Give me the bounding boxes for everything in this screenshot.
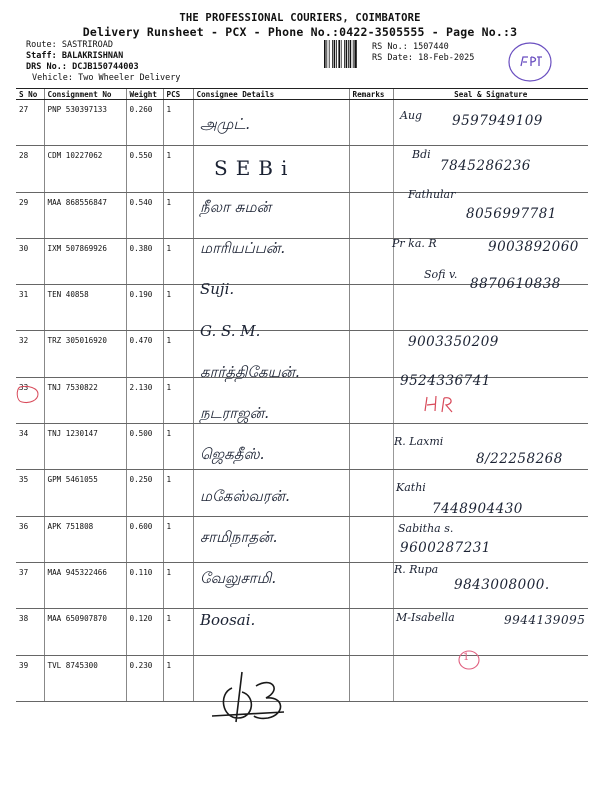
rs-info	[372, 42, 474, 64]
barcode-bar	[336, 40, 337, 68]
row-remarks-cell	[349, 238, 393, 284]
row-seal-cell	[393, 100, 588, 146]
header-pcs: PCS	[163, 89, 193, 100]
consignee-name: Boosai.	[200, 610, 256, 629]
row-sno: 35	[16, 470, 44, 516]
row-remarks-cell	[349, 655, 393, 701]
rs-date-value: 18-Feb-2025	[418, 53, 475, 63]
vehicle-value: Two Wheeler Delivery	[78, 73, 181, 83]
row-remarks-cell	[349, 516, 393, 562]
header-weight: Weight	[126, 89, 163, 100]
row-weight: 0.190	[126, 285, 163, 331]
row-pcs: 1	[163, 285, 193, 331]
row-consignment-no: IXM 507869926	[44, 238, 126, 284]
barcode-bar	[324, 40, 326, 68]
row-sno: 38	[16, 609, 44, 655]
consignee-name: கார்த்திகேயன்.	[200, 362, 300, 381]
row-consignee-cell	[193, 100, 349, 146]
table-row	[16, 516, 588, 562]
barcode-bar	[329, 40, 330, 68]
row-pcs: 1	[163, 562, 193, 608]
recipient-phone: 9600287231	[400, 540, 491, 556]
row-sno: 31	[16, 285, 44, 331]
consignee-name: G. S. M.	[200, 321, 261, 340]
row-consignee-cell	[193, 562, 349, 608]
row-sno: 30	[16, 238, 44, 284]
row-seal-cell	[393, 238, 588, 284]
table-row	[16, 100, 588, 146]
row-consignment-no: GPM 5461055	[44, 470, 126, 516]
table-row	[16, 609, 588, 655]
table-row	[16, 146, 588, 192]
barcode-icon	[324, 40, 366, 68]
row-sno: 34	[16, 424, 44, 470]
recipient-phone: 8/22258268	[476, 451, 563, 468]
row-remarks-cell	[349, 424, 393, 470]
row-remarks-cell	[349, 285, 393, 331]
row-weight: 0.600	[126, 516, 163, 562]
header-consignee: Consignee Details	[193, 89, 349, 100]
row-pcs: 1	[163, 238, 193, 284]
row-weight: 2.130	[126, 377, 163, 423]
row-weight: 0.250	[126, 470, 163, 516]
header-seal: Seal & Signature	[393, 89, 588, 100]
row-seal-cell	[393, 470, 588, 516]
recipient-phone: 8870610838	[470, 276, 561, 293]
row-consignment-no: TRZ 305016920	[44, 331, 126, 377]
recipient-phone: 9003892060	[488, 238, 579, 255]
table-row	[16, 238, 588, 284]
header-remarks: Remarks	[349, 89, 393, 100]
row-weight: 0.380	[126, 238, 163, 284]
row-pcs: 1	[163, 609, 193, 655]
consignee-name: சாமிநாதன்.	[200, 528, 278, 546]
row-weight: 0.230	[126, 655, 163, 701]
table-row	[16, 285, 588, 331]
recipient-signature: R. Laxmi	[394, 435, 444, 449]
row-weight: 0.550	[126, 146, 163, 192]
row-consignee-cell	[193, 377, 349, 423]
row-pcs: 1	[163, 192, 193, 238]
route-info	[26, 40, 180, 84]
runsheet-title: Delivery Runsheet - PCX - Phone No.:0422-3505555 - Page No.:3	[82, 25, 518, 39]
row-pcs: 1	[163, 100, 193, 146]
barcode-bar	[348, 40, 349, 68]
barcode-bar	[350, 40, 352, 68]
row-weight: 0.120	[126, 609, 163, 655]
row-consignee-cell	[193, 655, 349, 701]
row-pcs: 1	[163, 516, 193, 562]
recipient-signature: Aug	[400, 109, 423, 122]
barcode-bar	[332, 40, 333, 68]
table-header-row	[16, 89, 588, 100]
row-remarks-cell	[349, 192, 393, 238]
barcode-bar	[338, 40, 340, 68]
row-sno: 32	[16, 331, 44, 377]
row-consignment-no: MAA 945322466	[44, 562, 126, 608]
row-consignment-no: APK 751808	[44, 516, 126, 562]
barcode-bar	[334, 40, 336, 68]
row-consignee-cell	[193, 146, 349, 192]
row-seal-cell	[393, 516, 588, 562]
consignee-name: SEBi	[214, 156, 296, 181]
row-consignee-cell	[193, 331, 349, 377]
row-consignment-no: TVL 8745300	[44, 655, 126, 701]
row-sno: 29	[16, 192, 44, 238]
vehicle-label: Vehicle:	[32, 73, 73, 83]
row-remarks-cell	[349, 609, 393, 655]
barcode-bar	[346, 40, 348, 68]
consignee-name: நடராஜன்.	[200, 404, 269, 423]
company-name: THE PROFESSIONAL COURIERS, COIMBATORE	[179, 12, 421, 24]
row-weight: 0.110	[126, 562, 163, 608]
recipient-signature: R. Rupa	[394, 563, 439, 577]
row-seal-cell	[393, 146, 588, 192]
barcode-bar	[353, 40, 354, 68]
row-consignee-cell	[193, 470, 349, 516]
recipient-signature: Fathular	[408, 187, 456, 201]
row-weight: 0.540	[126, 192, 163, 238]
row-consignee-cell	[193, 424, 349, 470]
row-seal-cell	[393, 609, 588, 655]
row-seal-cell	[393, 192, 588, 238]
header-consignment: Consignment No	[44, 89, 126, 100]
row-sno: 39	[16, 655, 44, 701]
row-sno: 37	[16, 562, 44, 608]
row-remarks-cell	[349, 100, 393, 146]
recipient-signature: Pr ka. R	[392, 236, 437, 250]
recipient-signature: Sabitha s.	[398, 522, 454, 535]
row-seal-cell	[393, 331, 588, 377]
table-row	[16, 424, 588, 470]
rs-date-label: RS Date:	[372, 53, 413, 63]
consignee-name: Suji.	[200, 280, 235, 299]
row-pcs: 1	[163, 331, 193, 377]
table-row	[16, 562, 588, 608]
table-row	[16, 331, 588, 377]
row-consignment-no: PNP 530397133	[44, 100, 126, 146]
row-pcs: 1	[163, 146, 193, 192]
barcode-bar	[354, 40, 356, 68]
office-stamp-icon	[506, 40, 554, 84]
header-sno: S No	[16, 89, 44, 100]
recipient-phone: 7448904430	[432, 500, 523, 517]
recipient-signature: Kathi	[396, 480, 426, 494]
barcode-bar	[326, 40, 327, 68]
drs-value: DCJB150744003	[72, 62, 139, 72]
recipient-phone: 9597949109	[452, 113, 543, 129]
rs-no-value: 1507440	[412, 42, 449, 52]
row-consignee-cell	[193, 285, 349, 331]
row-seal-cell	[393, 655, 588, 701]
row-remarks-cell	[349, 331, 393, 377]
row-consignee-cell	[193, 192, 349, 238]
consignee-name: ஜெகதீஸ்.	[200, 445, 265, 464]
consignee-name: வேலுசாமி.	[200, 569, 277, 588]
recipient-phone: 9944139095	[504, 612, 586, 627]
row-weight: 0.470	[126, 331, 163, 377]
row-sno: 33	[16, 377, 44, 423]
recipient-signature: M-Isabella	[396, 610, 455, 624]
barcode-bar	[341, 40, 342, 68]
row-remarks-cell	[349, 470, 393, 516]
recipient-phone: 9843008000.	[454, 577, 550, 594]
row-sno: 28	[16, 146, 44, 192]
delivery-table	[16, 88, 588, 702]
row-seal-cell	[393, 285, 588, 331]
row-pcs: 1	[163, 424, 193, 470]
recipient-phone: 7845286236	[440, 158, 531, 175]
row-weight: 0.500	[126, 424, 163, 470]
row-remarks-cell	[349, 146, 393, 192]
row-remarks-cell	[349, 562, 393, 608]
consignee-name: நீலா சுமன்	[200, 197, 272, 216]
row-pcs: 1	[163, 470, 193, 516]
route-value: SASTRIROAD	[61, 40, 114, 50]
row-weight: 0.260	[126, 100, 163, 146]
drs-label: DRS No.:	[26, 62, 67, 72]
row-consignment-no: TNJ 7530822	[44, 377, 126, 423]
row-sno: 36	[16, 516, 44, 562]
row-pcs: 1	[163, 655, 193, 701]
table-row	[16, 377, 588, 423]
staff-label: Staff:	[26, 51, 57, 61]
row-pcs: 1	[163, 377, 193, 423]
table-row	[16, 655, 588, 701]
row-seal-cell	[393, 424, 588, 470]
table-row	[16, 470, 588, 516]
route-label: Route:	[26, 40, 57, 50]
consignee-name: மாரியப்பன்.	[200, 238, 286, 257]
row-consignment-no: CDM 10227062	[44, 146, 126, 192]
recipient-signature: Bdi	[412, 148, 431, 162]
circled-number: 1	[463, 652, 470, 663]
row-seal-cell	[393, 562, 588, 608]
row-consignment-no: MAA 868556847	[44, 192, 126, 238]
row-consignee-cell	[193, 609, 349, 655]
row-sno: 27	[16, 100, 44, 146]
recipient-phone: 9003350209	[408, 333, 499, 350]
recipient-phone: 9524336741	[400, 372, 491, 389]
rs-no-label: RS No.:	[372, 42, 408, 52]
row-consignment-no: TNJ 1230147	[44, 424, 126, 470]
row-consignee-cell	[193, 516, 349, 562]
barcode-bar	[344, 40, 345, 68]
row-consignee-cell	[193, 238, 349, 284]
consignee-name: மகேஸ்வரன்.	[200, 486, 290, 505]
recipient-signature: Sofi v.	[424, 268, 458, 282]
row-consignment-no: TEN 40858	[44, 285, 126, 331]
row-remarks-cell	[349, 377, 393, 423]
table-row	[16, 192, 588, 238]
consignee-name: அமுட்.	[200, 115, 251, 133]
recipient-phone: 8056997781	[466, 205, 557, 222]
row-seal-cell	[393, 377, 588, 423]
staff-value: BALAKRISHNAN	[61, 51, 124, 61]
row-consignment-no: MAA 650907870	[44, 609, 126, 655]
